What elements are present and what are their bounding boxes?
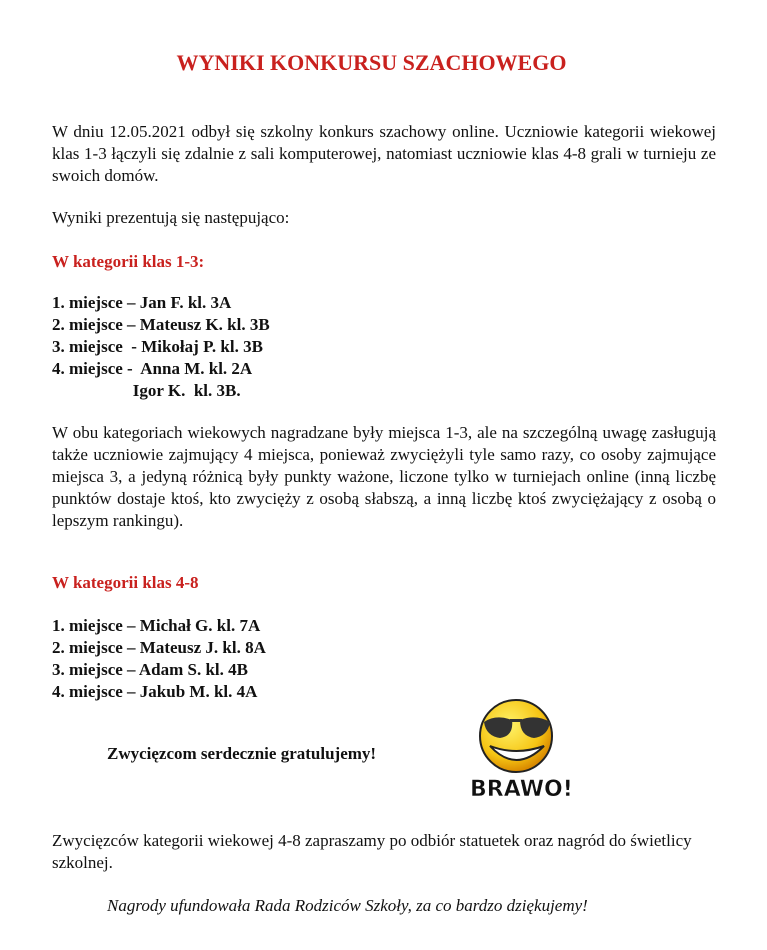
category-4-8-heading: W kategorii klas 4-8 xyxy=(52,573,199,592)
brawo-smiley-image xyxy=(466,696,581,806)
list-item: 2. miejsce – Mateusz J. kl. 8A xyxy=(52,638,266,657)
list-item: 3. miejsce – Adam S. kl. 4B xyxy=(52,660,248,679)
invite-paragraph: Zwycięzców kategorii wiekowej 4-8 zapraszamy po odbiór statuetek oraz nagród do świetlicy szkolnej. xyxy=(52,831,692,872)
category-1-3-list xyxy=(52,292,716,402)
congratulations: Zwycięzcom serdecznie gratulujemy! xyxy=(107,744,377,763)
category-1-3-heading: W kategorii klas 1-3: xyxy=(52,252,205,271)
list-item: 2. miejsce – Mateusz K. kl. 3B xyxy=(52,315,270,334)
page-title: WYNIKI KONKURSU SZACHOWEGO xyxy=(176,50,567,75)
list-item: 1. miejsce – Jan F. kl. 3A xyxy=(52,293,232,312)
category-4-8-list xyxy=(52,615,716,703)
brawo-text: BRAWO! xyxy=(470,777,573,802)
results-intro: Wyniki prezentują się następująco: xyxy=(52,208,290,227)
intro-paragraph: W dniu 12.05.2021 odbył się szkolny konkurs szachowy online. Uczniowie kategorii wiekowej klas 1-3 łączyli się zdalnie z sali komputerowej, natomiast uczniowie klas 4-8 grali w turnieju ze swoich domów. xyxy=(52,122,716,185)
list-item: 4. miejsce - Anna M. kl. 2A xyxy=(52,359,253,378)
smiley-sunglasses-icon xyxy=(466,696,581,806)
list-item: 1. miejsce – Michał G. kl. 7A xyxy=(52,616,261,635)
note-paragraph: W obu kategoriach wiekowych nagradzane były miejsca 1-3, ale na szczególną uwagę zasługują także uczniowie zajmujący 4 miejsca, ponieważ zwyciężyli tyle samo razy, co osoby zajmujące miejsca 3, a jedyną różnicą były punkty ważone, liczone tylko w turniejach online (inną liczbę punktów dostaje ktoś, kto zwycięży z osobą słabszą, a inną liczbę ktoś zwyciężający z osobą o lepszym rankingu). xyxy=(52,423,716,530)
list-item: 4. miejsce – Jakub M. kl. 4A xyxy=(52,682,258,701)
list-item: 3. miejsce - Mikołaj P. kl. 3B xyxy=(52,337,263,356)
footer-thanks: Nagrody ufundowała Rada Rodziców Szkoły, za co bardzo dziękujemy! xyxy=(107,896,588,915)
list-item: Igor K. kl. 3B. xyxy=(52,381,241,400)
